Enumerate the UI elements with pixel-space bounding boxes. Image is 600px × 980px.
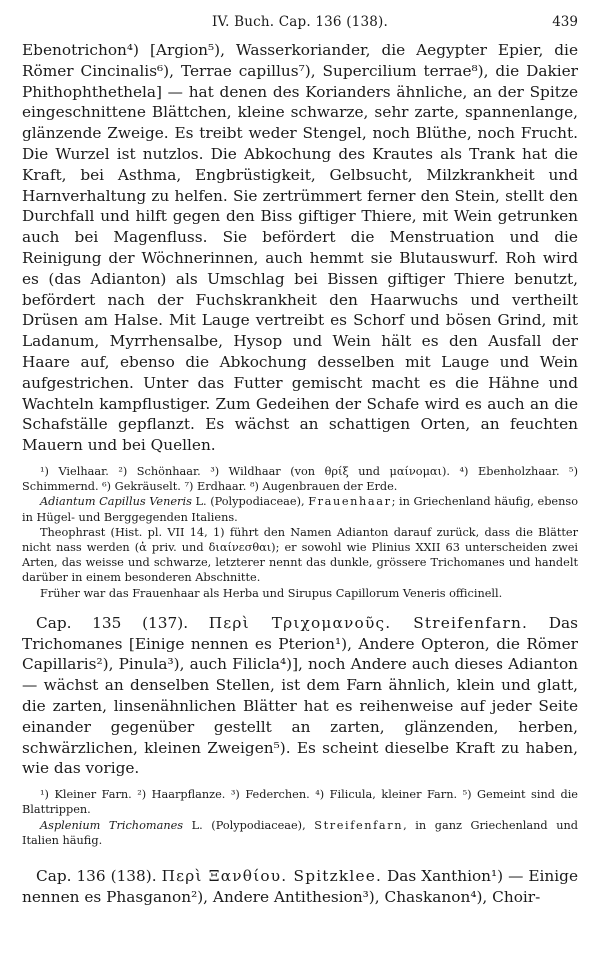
page-number: 439: [552, 14, 578, 30]
greek-heading: Περὶ Τριχομανοῦς.: [208, 613, 392, 632]
running-title: IV. Buch. Cap. 136 (138).: [211, 14, 388, 30]
plant-name: Spitzklee.: [287, 866, 383, 885]
chapter-number: Cap. 136 (138).: [36, 866, 162, 885]
paragraph-adianton-continued: Ebenotrichon⁴) [Argion⁵), Wasserkoriander, die Aegypter Epier, die Römer Cincinalis⁶), Terrae capillus⁷), Supercilium terrae⁸), die Dakier Phithophthethela] — hat denen des Korianders ähnliche, an der Spitze eingeschnittene Blättchen, kleine schwarze, sehr zarte, spannenlange, glänzende Zweige. Es treibt weder Stengel, noch Blüthe, noch Frucht. Die Wurzel ist nutzlos. Die Abkochung des Krautes als Trank hat die Kraft, bei Asthma, Engbrüstigkeit, Gelbsucht, Milzkrankheit und Harnverhaltung zu helfen. Sie zertrümmert ferner den Stein, stellt den Durchfall und hilft gegen den Biss giftiger Thiere, mit Wein getrunken auch bei Magenfluss. Sie befördert die Menstruation und die Reinigung der Wöchnerinnen, auch hemmt sie Blutauswurf. Roh wird es (das Adianton) als Umschlag bei Bissen giftiger Thiere benutzt, befördert nach der Fuchskrankheit den Haarwuchs und vertheilt Drüsen am Halse. Mit Lauge vertreibt es Schorf und bösen Grind, mit Ladanum, Myrrhensalbe, Hysop und Wein hält es den Ausfall der Haare auf, ebenso die Abkochung desselben mit Lauge und Wein aufgestrichen. Unter das Futter gemischt macht es die Hähne und Wachteln kampflustiger. Zum Gedeihen der Schafe wird es auch an die Schafställe gepflanzt. Es wächst an schattigen Orten, an feuchten Mauern und bei Quellen.: [22, 41, 578, 455]
running-header: [22, 14, 578, 36]
footnotes-trichomanes: [22, 787, 578, 848]
footnote-list: ¹) Kleiner Farn. ²) Haarpflanze. ³) Federchen. ⁴) Filicula, kleiner Farn. ⁵) Gemeint sind die Blattrippen.: [22, 788, 578, 817]
official-note: Früher war das Frauenhaar als Herba und Sirupus Capillorum Veneris officinell.: [40, 586, 503, 600]
footnote-list: ¹) Vielhaar. ²) Schönhaar. ³) Wildhaar (von θρίξ und μαίνομαι). ⁴) Ebenholzhaar. ⁵) Schimmernd. ⁶) Gekräuselt. ⁷) Erdhaar. ⁸) Augenbrauen der Erde.: [22, 464, 578, 494]
theophrast-note: Theophrast (Hist. pl. VII 14, 1) führt den Namen Adianton darauf zurück, dass die Blätter nicht nass werden (ἀ priv. und διαίνεσθαι); er sowohl wie Plinius XXII 63 unterscheiden zwei Arten, das weisse und schwarze, letzterer nennt das dunkle, grössere Trichomanes und handelt darüber in einem besonderen Abschnitte.: [22, 525, 578, 585]
greek-heading: Περὶ Ξανθίου.: [161, 866, 288, 885]
section-cap-135: [22, 613, 578, 779]
section-text: Das Trichomanes [Einige nennen es Pterion¹), Andere Opteron, die Römer Capillaris²), Pinula³), auch Filicla⁴)], noch Andere auch dieses Adianton — wächst an denselben Stellen, ist dem Farn ähnlich, klein und glatt, die zarten, linsenähnlichen Blätter hat es reihenweise auf jeder Seite einander gegenüber gestellt an zarten, glänzenden, herben, schwärzlichen, kleinen Zweigen⁵). Es scheint dieselbe Kraft zu haben, wie das vorige.: [22, 613, 579, 778]
species-latin: Adiantum Capillus Veneris: [40, 495, 192, 509]
page-body: [22, 40, 578, 908]
section-text: Das Xanthion¹) — Einige nennen es Phasganon²), Andere Antithesion³), Chaskanon⁴), Choir-: [22, 866, 578, 906]
chapter-number: Cap. 135 (137).: [36, 613, 209, 632]
section-cap-136: [22, 866, 578, 908]
plant-name: Streifenfarn.: [391, 613, 529, 632]
species-note: Asplenium Trichomanes L. (Polypodiaceae), Streifenfarn, in ganz Griechenland und Italien häufig.: [22, 818, 578, 847]
species-common-name: Frauenhaar: [308, 495, 392, 509]
species-note: Adiantum Capillus Veneris L. (Polypodiaceae), Frauenhaar; in Griechenland häufig, ebenso in Hügel- und Berggegenden Italiens.: [22, 495, 578, 524]
species-common-name: Streifenfarn: [314, 818, 404, 832]
footnotes-adianton: [22, 464, 578, 601]
species-latin: Asplenium Trichomanes: [40, 818, 184, 832]
